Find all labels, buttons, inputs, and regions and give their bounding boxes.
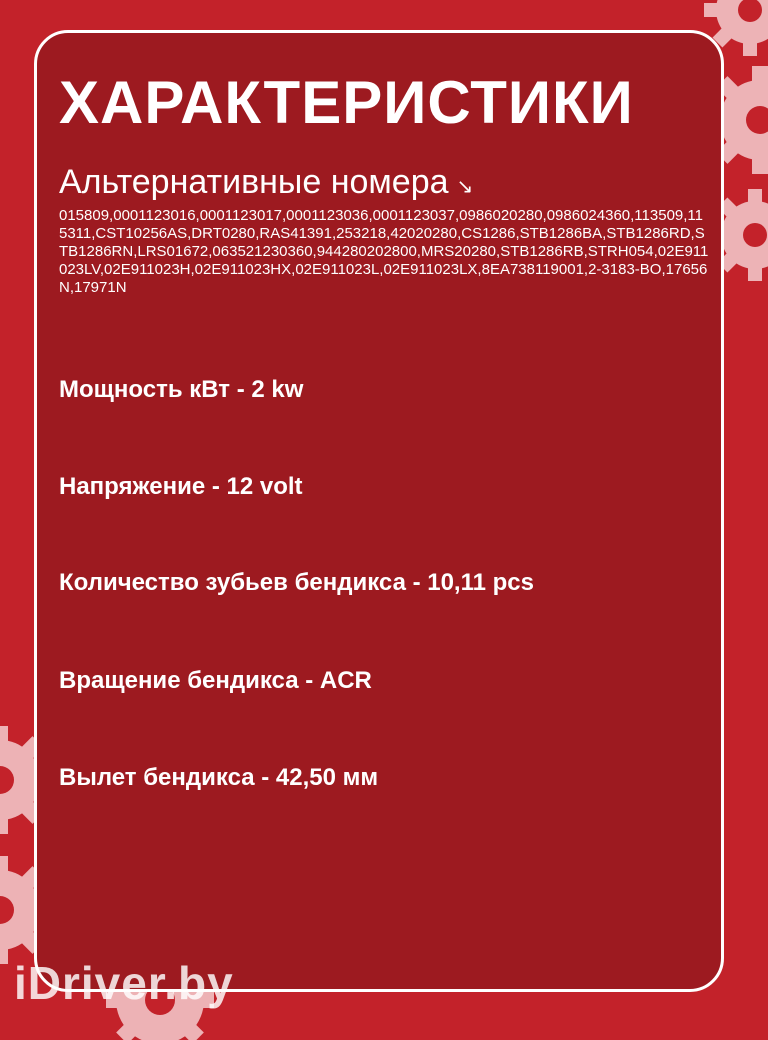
spec-voltage: Напряжение - 12 volt [59, 473, 303, 500]
watermark: iDriver.by [14, 957, 234, 1009]
spec-pinion-teeth: Количество зубьев бендикса - 10,11 pcs [59, 569, 534, 596]
arrow-down-right-icon: ↘ [456, 176, 474, 198]
alternative-numbers-list: 015809,0001123016,0001123017,0001123036,0001123037,0986020280,0986024360,113509,115311,CST10256AS,DRT0280,RAS41391,253218,42020280,CS1286,STB1286BA,STB1286RD,STB1286RN,LRS01672,063521230360,944280202800,MRS20280,STB1286RB,STRH054,02E911023LV,02E911023H,02E911023HX,02E911023L,02E911023LX,8EA738119001,2-3183-BO,17656N,17971N [59, 207, 709, 296]
spec-power: Мощность кВт - 2 kw [59, 376, 304, 403]
spec-pinion-offset: Вылет бендикса - 42,50 мм [59, 764, 379, 791]
alternative-numbers-heading [59, 165, 473, 199]
page-title: ХАРАКТЕРИСТИКИ [59, 69, 634, 136]
characteristics-card [34, 30, 724, 992]
alternative-numbers-label: Альтернативные номера [59, 163, 449, 201]
spec-pinion-rotation: Вращение бендикса - ACR [59, 667, 372, 694]
